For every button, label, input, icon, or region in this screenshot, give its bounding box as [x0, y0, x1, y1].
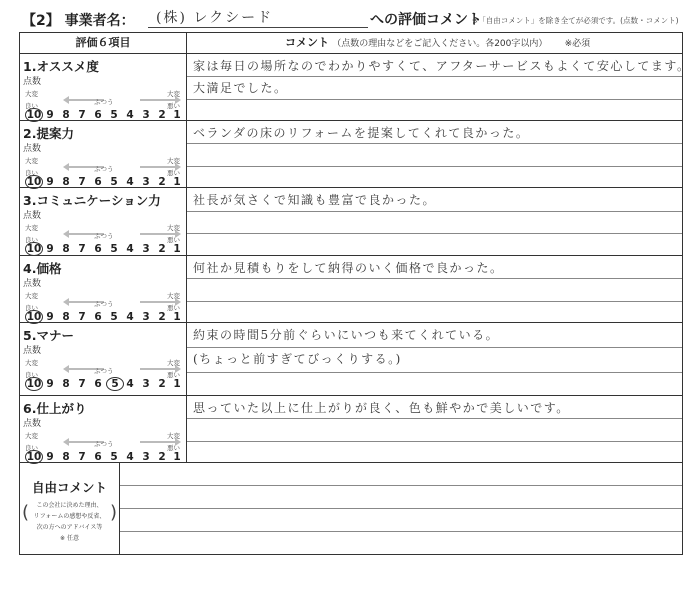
- header-required: ※必須: [564, 39, 591, 49]
- optional-note: ※ 任意: [60, 535, 79, 542]
- score-option-2[interactable]: 2: [158, 243, 166, 255]
- very-label-right: 大変: [167, 224, 180, 232]
- score-option-7[interactable]: 7: [78, 243, 86, 255]
- score-option-3[interactable]: 3: [142, 451, 150, 463]
- comment-rule-line: [187, 347, 682, 348]
- score-option-6[interactable]: 6: [94, 378, 102, 390]
- section-name: 1.オススメ度: [23, 59, 99, 74]
- score-option-9[interactable]: 9: [46, 311, 54, 323]
- normal-label: ふつう: [94, 300, 114, 308]
- score-option-6[interactable]: 6: [94, 311, 102, 323]
- score-option-4[interactable]: 4: [126, 311, 134, 323]
- normal-label: ふつう: [94, 232, 114, 240]
- bad-label: 悪い: [167, 236, 180, 244]
- score-option-1[interactable]: 1: [173, 311, 181, 323]
- evaluation-section: [20, 396, 682, 463]
- score-option-5[interactable]: 5: [110, 109, 118, 121]
- good-label: 良い: [25, 304, 38, 312]
- score-option-1[interactable]: 1: [173, 378, 181, 390]
- score-option-9[interactable]: 9: [46, 109, 54, 121]
- very-label-left: 大変: [25, 432, 38, 440]
- evaluation-section: [20, 54, 691, 121]
- header-comment-title: コメント: [285, 36, 329, 49]
- handwritten-comment-line: 大満足でした。: [193, 81, 288, 95]
- comment-rule-line: [187, 211, 682, 212]
- comment-cell[interactable]: [187, 54, 691, 120]
- paren-right: ): [109, 502, 117, 523]
- score-option-10[interactable]: 10: [26, 311, 42, 323]
- evaluation-section: [20, 121, 682, 188]
- score-option-8[interactable]: 8: [62, 378, 70, 390]
- points-label: 点数: [23, 419, 42, 429]
- score-option-2[interactable]: 2: [158, 109, 166, 121]
- table-header: [20, 33, 682, 54]
- normal-label: ふつう: [94, 98, 114, 106]
- score-option-6[interactable]: 6: [94, 176, 102, 188]
- comment-rule-line: [187, 99, 682, 100]
- company-name-field[interactable]: [148, 9, 368, 28]
- score-option-7[interactable]: 7: [78, 378, 86, 390]
- bad-label: 悪い: [167, 304, 180, 312]
- comment-rule-line: [187, 441, 682, 442]
- score-option-6[interactable]: 6: [94, 451, 102, 463]
- score-option-4[interactable]: 4: [126, 378, 134, 390]
- comment-rule-line: [187, 76, 682, 77]
- score-option-3[interactable]: 3: [142, 311, 150, 323]
- comment-rule-line: [187, 143, 682, 144]
- score-option-3[interactable]: 3: [142, 176, 150, 188]
- form-section-label: 【2】 事業者名：: [22, 13, 135, 29]
- score-option-5[interactable]: 5: [106, 377, 124, 391]
- bad-label: 悪い: [167, 371, 180, 379]
- score-option-3[interactable]: 3: [142, 378, 150, 390]
- handwritten-comment-line: (ちょっと前すぎてびっくりする。): [193, 352, 402, 366]
- score-option-5[interactable]: 5: [110, 451, 118, 463]
- section-label-cell: [20, 256, 187, 322]
- comment-rule-line: [187, 372, 682, 373]
- score-scale: [23, 243, 183, 256]
- very-label-left: 大変: [25, 359, 38, 367]
- header-comment: [187, 33, 682, 53]
- very-label-right: 大変: [167, 157, 180, 165]
- score-option-3[interactable]: 3: [142, 109, 150, 121]
- score-option-6[interactable]: 6: [94, 109, 102, 121]
- score-option-7[interactable]: 7: [78, 311, 86, 323]
- very-label-right: 大変: [167, 292, 180, 300]
- comment-rule-line: [187, 166, 682, 167]
- very-label-right: 大変: [167, 432, 180, 440]
- handwritten-comment-line: ベランダの床のリフォームを提案してくれて良かった。: [193, 126, 530, 140]
- normal-label: ふつう: [94, 367, 114, 375]
- company-name-handwritten: (株) レクシード: [156, 10, 274, 26]
- good-label: 良い: [25, 102, 38, 110]
- section-name: 5.マナー: [23, 328, 74, 343]
- points-label: 点数: [23, 144, 42, 154]
- score-option-10[interactable]: 10: [26, 243, 42, 255]
- free-comment-section: [20, 462, 682, 554]
- bad-label: 悪い: [167, 102, 180, 110]
- normal-label: ふつう: [94, 165, 114, 173]
- paren-left: (: [22, 502, 30, 523]
- points-label: 点数: [23, 279, 42, 289]
- score-option-1[interactable]: 1: [173, 243, 181, 255]
- handwritten-comment-line: 家は毎日の場所なのでわかりやすくて、アフターサービスもよくて安心してます。: [193, 59, 691, 73]
- very-label-left: 大変: [25, 157, 38, 165]
- form-title-row: [22, 8, 692, 30]
- section-label-cell: [20, 188, 187, 255]
- free-comment-hint: [30, 500, 109, 544]
- very-label-right: 大変: [167, 90, 180, 98]
- evaluation-table: [19, 32, 691, 555]
- very-label-right: 大変: [167, 359, 180, 367]
- points-label: 点数: [23, 77, 42, 87]
- score-option-2[interactable]: 2: [158, 451, 166, 463]
- score-option-10[interactable]: 10: [26, 378, 42, 390]
- form-title-suffix: への評価コメント: [370, 12, 482, 28]
- score-option-8[interactable]: 8: [62, 243, 70, 255]
- score-option-9[interactable]: 9: [46, 378, 54, 390]
- normal-label: ふつう: [94, 440, 114, 448]
- score-option-9[interactable]: 9: [46, 243, 54, 255]
- score-option-1[interactable]: 1: [173, 176, 181, 188]
- free-comment-rule-line: [120, 531, 682, 532]
- score-option-7[interactable]: 7: [78, 176, 86, 188]
- comment-cell[interactable]: [187, 323, 682, 395]
- good-label: 良い: [25, 169, 38, 177]
- good-label: 良い: [25, 444, 38, 452]
- score-option-8[interactable]: 8: [62, 451, 70, 463]
- bad-label: 悪い: [167, 444, 180, 452]
- bad-label: 悪い: [167, 169, 180, 177]
- score-option-10[interactable]: 10: [26, 109, 42, 121]
- hint-line: 次の方へのアドバイス等: [36, 524, 103, 531]
- free-comment-lines[interactable]: [120, 462, 682, 554]
- comment-cell[interactable]: [187, 188, 682, 255]
- score-option-1[interactable]: 1: [173, 451, 181, 463]
- section-label-cell: [20, 396, 187, 462]
- score-option-4[interactable]: 4: [126, 243, 134, 255]
- score-scale: [23, 378, 183, 391]
- very-label-left: 大変: [25, 292, 38, 300]
- evaluation-section: [20, 323, 682, 396]
- score-option-5[interactable]: 5: [110, 243, 118, 255]
- score-option-8[interactable]: 8: [62, 109, 70, 121]
- free-comment-rule-line: [120, 508, 682, 509]
- score-option-7[interactable]: 7: [78, 451, 86, 463]
- score-option-6[interactable]: 6: [94, 243, 102, 255]
- score-option-8[interactable]: 8: [62, 176, 70, 188]
- handwritten-comment-line: 社長が気さくで知識も豊富で良かった。: [193, 193, 437, 207]
- score-option-2[interactable]: 2: [158, 176, 166, 188]
- very-label-left: 大変: [25, 90, 38, 98]
- score-option-4[interactable]: 4: [126, 109, 134, 121]
- points-label: 点数: [23, 211, 42, 221]
- good-label: 良い: [25, 371, 38, 379]
- points-label: 点数: [23, 346, 42, 356]
- section-name: 4.価格: [23, 261, 62, 276]
- hint-line: リフォームの感想や反省、: [33, 513, 106, 520]
- free-comment-title: 自由コメント: [31, 480, 107, 495]
- hint-line: この会社に決めた理由、: [36, 502, 103, 509]
- handwritten-comment-line: 約束の時間5分前ぐらいにいつも来てくれている。: [193, 328, 500, 342]
- comment-cell[interactable]: [187, 121, 682, 187]
- score-option-9[interactable]: 9: [46, 176, 54, 188]
- score-option-10[interactable]: 10: [26, 176, 42, 188]
- evaluation-section: [20, 188, 682, 256]
- score-option-1[interactable]: 1: [173, 109, 181, 121]
- section-name: 6.仕上がり: [23, 401, 87, 416]
- handwritten-comment-line: 思っていた以上に仕上がりが良く、色も鮮やかで美しいです。: [193, 401, 570, 415]
- evaluation-section: [20, 256, 682, 323]
- handwritten-comment-line: 何社か見積もりをして納得のいく価格で良かった。: [193, 261, 504, 275]
- header-criteria: 評価６項目: [20, 33, 187, 53]
- header-comment-sub: （点数の理由などをご記入ください。各200字以内）: [332, 39, 548, 49]
- score-option-2[interactable]: 2: [158, 378, 166, 390]
- score-option-9[interactable]: 9: [46, 451, 54, 463]
- comment-cell[interactable]: [187, 396, 682, 462]
- section-label-cell: [20, 54, 187, 120]
- comment-cell[interactable]: [187, 256, 682, 322]
- section-label-cell: [20, 121, 187, 187]
- score-option-3[interactable]: 3: [142, 243, 150, 255]
- score-option-8[interactable]: 8: [62, 311, 70, 323]
- comment-rule-line: [187, 418, 682, 419]
- section-name: 3.コミュニケーション力: [23, 193, 161, 208]
- score-option-2[interactable]: 2: [158, 311, 166, 323]
- score-option-5[interactable]: 5: [110, 176, 118, 188]
- score-option-10[interactable]: 10: [26, 451, 42, 463]
- section-label-cell: [20, 323, 187, 395]
- score-option-7[interactable]: 7: [78, 109, 86, 121]
- section-name: 2.提案力: [23, 126, 74, 141]
- score-option-5[interactable]: 5: [110, 311, 118, 323]
- comment-rule-line: [187, 233, 682, 234]
- very-label-left: 大変: [25, 224, 38, 232]
- comment-rule-line: [187, 301, 682, 302]
- free-comment-label-cell: [20, 462, 120, 554]
- score-option-4[interactable]: 4: [126, 176, 134, 188]
- score-option-4[interactable]: 4: [126, 451, 134, 463]
- free-comment-rule-line: [120, 485, 682, 486]
- comment-rule-line: [187, 278, 682, 279]
- required-note: ※「自由コメント」を除き全てが必須です。(点数・コメント): [472, 16, 679, 25]
- good-label: 良い: [25, 236, 38, 244]
